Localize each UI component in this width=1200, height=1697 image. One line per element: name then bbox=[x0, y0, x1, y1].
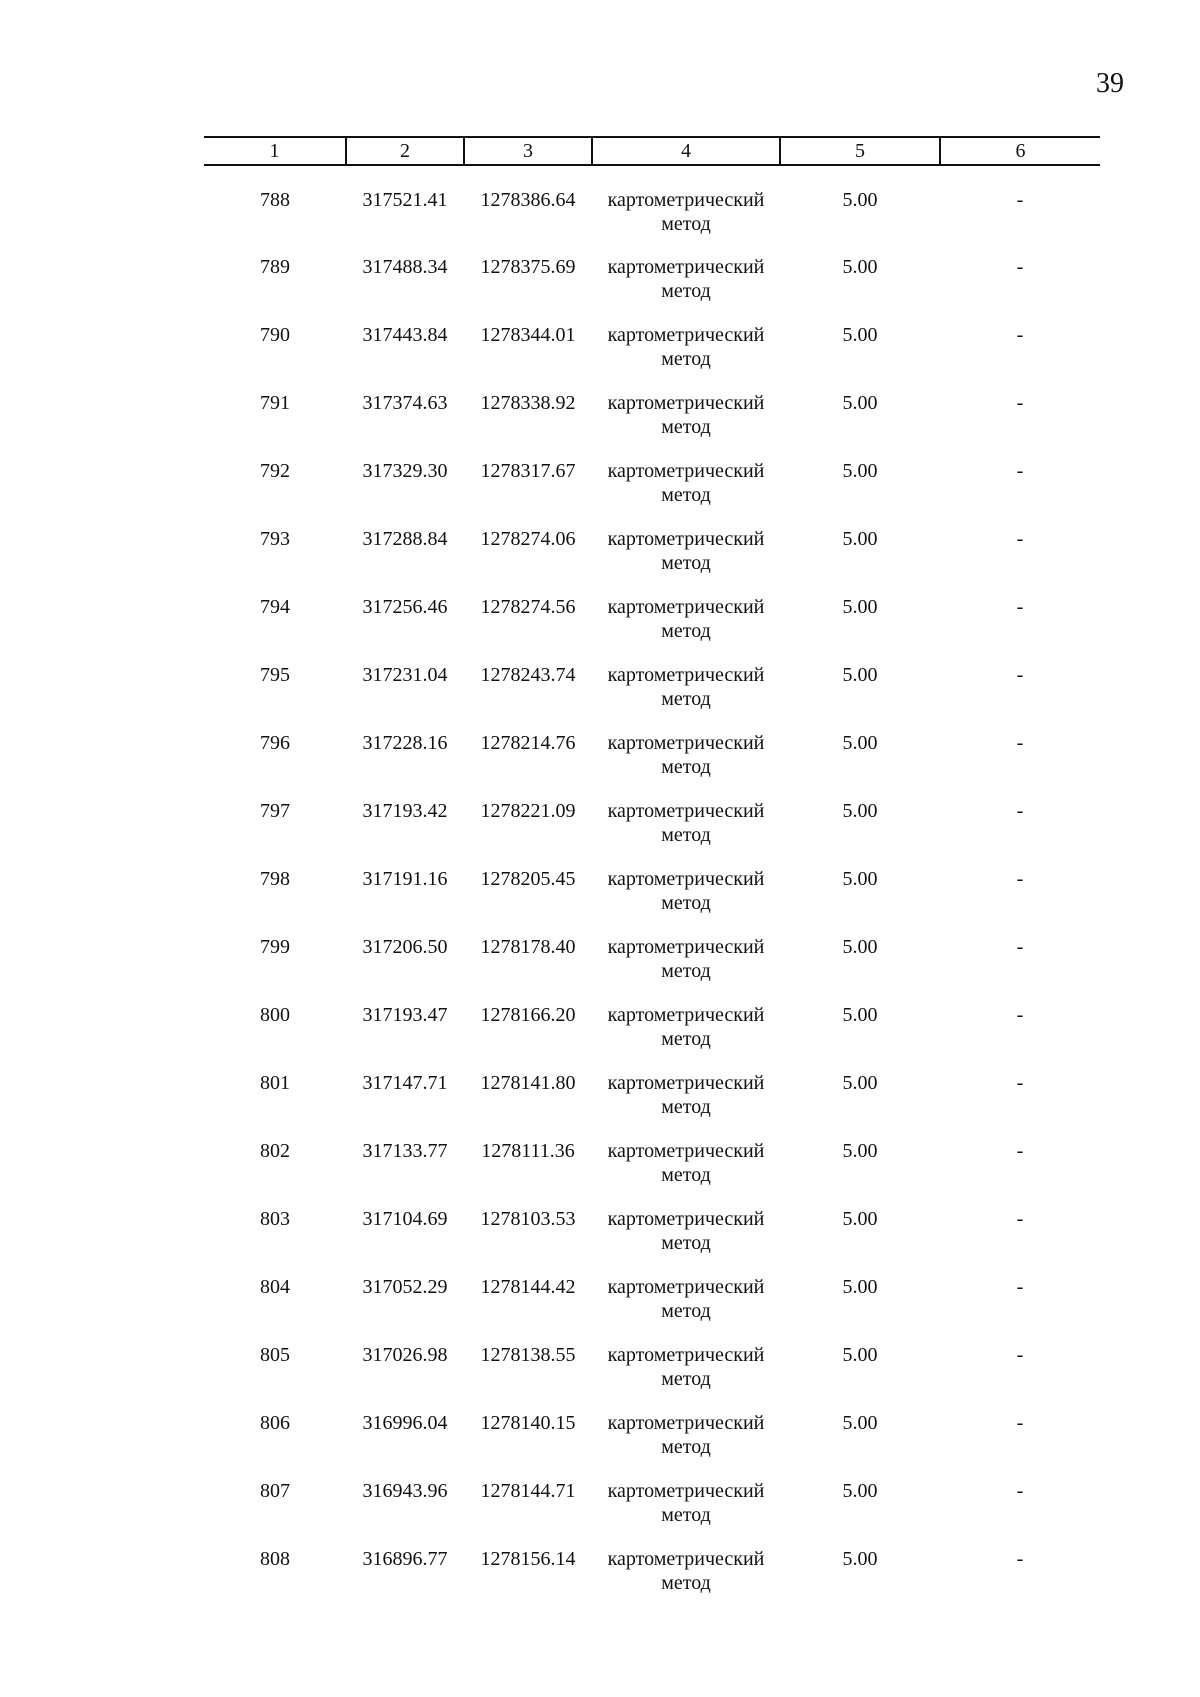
accuracy-cell: 5.00 bbox=[842, 1072, 878, 1094]
table-row bbox=[204, 731, 1100, 799]
header-col-5: 5 bbox=[780, 137, 940, 165]
accuracy-cell: 5.00 bbox=[842, 1004, 878, 1026]
table-row bbox=[204, 1343, 1100, 1411]
point-number-cell: 804 bbox=[260, 1276, 290, 1298]
accuracy-cell: 5.00 bbox=[842, 1548, 878, 1570]
method-cell bbox=[592, 255, 780, 323]
note-cell: - bbox=[1016, 1412, 1024, 1434]
method-line: метод bbox=[661, 348, 711, 370]
method-line: метод bbox=[661, 1164, 711, 1186]
accuracy-cell: 5.00 bbox=[842, 596, 878, 618]
method-line: метод bbox=[661, 960, 711, 982]
accuracy-cell: 5.00 bbox=[842, 732, 878, 754]
y-coordinate-cell: 1278144.42 bbox=[480, 1276, 576, 1298]
table-row bbox=[204, 1547, 1100, 1615]
method-line: метод bbox=[661, 824, 711, 846]
note-cell: - bbox=[1016, 1480, 1024, 1502]
method-cell bbox=[592, 1547, 780, 1615]
y-coordinate-cell: 1278317.67 bbox=[480, 460, 576, 482]
y-coordinate-cell: 1278156.14 bbox=[480, 1548, 576, 1570]
method-line: метод bbox=[661, 416, 711, 438]
method-cell bbox=[592, 799, 780, 867]
method-line: картометрический bbox=[607, 1480, 765, 1502]
method-line: картометрический bbox=[607, 189, 765, 211]
method-cell bbox=[592, 165, 780, 255]
method-line: метод bbox=[661, 1300, 711, 1322]
x-coordinate-cell: 317193.47 bbox=[362, 1004, 448, 1026]
method-line: метод bbox=[661, 1028, 711, 1050]
header-col-2: 2 bbox=[346, 137, 464, 165]
method-line: картометрический bbox=[607, 664, 765, 686]
x-coordinate-cell: 317206.50 bbox=[362, 936, 448, 958]
table-body bbox=[204, 165, 1100, 1615]
y-coordinate-cell: 1278141.80 bbox=[480, 1072, 576, 1094]
method-cell bbox=[592, 1479, 780, 1547]
method-line: картометрический bbox=[607, 1072, 765, 1094]
note-cell: - bbox=[1016, 324, 1024, 346]
accuracy-cell: 5.00 bbox=[842, 664, 878, 686]
method-line: картометрический bbox=[607, 1548, 765, 1570]
x-coordinate-cell: 317104.69 bbox=[362, 1208, 448, 1230]
header-col-1: 1 bbox=[204, 137, 346, 165]
note-cell: - bbox=[1016, 1140, 1024, 1162]
note-cell: - bbox=[1016, 868, 1024, 890]
method-line: метод bbox=[661, 1504, 711, 1526]
method-line: метод bbox=[661, 892, 711, 914]
point-number-cell: 797 bbox=[260, 800, 290, 822]
note-cell: - bbox=[1016, 1072, 1024, 1094]
x-coordinate-cell: 316996.04 bbox=[362, 1412, 448, 1434]
table-row bbox=[204, 1479, 1100, 1547]
y-coordinate-cell: 1278344.01 bbox=[480, 324, 576, 346]
x-coordinate-cell: 316896.77 bbox=[362, 1548, 448, 1570]
table-row bbox=[204, 1275, 1100, 1343]
point-number-cell: 795 bbox=[260, 664, 290, 686]
accuracy-cell: 5.00 bbox=[842, 1480, 878, 1502]
point-number-cell: 808 bbox=[260, 1548, 290, 1570]
point-number-cell: 798 bbox=[260, 868, 290, 890]
method-line: картометрический bbox=[607, 1004, 765, 1026]
y-coordinate-cell: 1278274.56 bbox=[480, 596, 576, 618]
accuracy-cell: 5.00 bbox=[842, 528, 878, 550]
x-coordinate-cell: 317329.30 bbox=[362, 460, 448, 482]
y-coordinate-cell: 1278138.55 bbox=[480, 1344, 576, 1366]
method-line: картометрический bbox=[607, 732, 765, 754]
method-line: картометрический bbox=[607, 528, 765, 550]
method-cell bbox=[592, 459, 780, 527]
method-line: метод bbox=[661, 688, 711, 710]
point-number-cell: 788 bbox=[260, 189, 290, 211]
point-number-cell: 805 bbox=[260, 1344, 290, 1366]
table-row bbox=[204, 595, 1100, 663]
y-coordinate-cell: 1278375.69 bbox=[480, 256, 576, 278]
accuracy-cell: 5.00 bbox=[842, 868, 878, 890]
y-coordinate-cell: 1278144.71 bbox=[480, 1480, 576, 1502]
x-coordinate-cell: 317026.98 bbox=[362, 1344, 448, 1366]
method-line: картометрический bbox=[607, 1412, 765, 1434]
point-number-cell: 800 bbox=[260, 1004, 290, 1026]
point-number-cell: 803 bbox=[260, 1208, 290, 1230]
note-cell: - bbox=[1016, 1548, 1024, 1570]
table-row bbox=[204, 1071, 1100, 1139]
method-cell bbox=[592, 595, 780, 663]
method-cell bbox=[592, 1003, 780, 1071]
table-row bbox=[204, 867, 1100, 935]
method-line: метод bbox=[661, 1368, 711, 1390]
table-row bbox=[204, 1411, 1100, 1479]
y-coordinate-cell: 1278166.20 bbox=[480, 1004, 576, 1026]
method-line: метод bbox=[661, 756, 711, 778]
method-line: картометрический bbox=[607, 256, 765, 278]
method-line: метод bbox=[661, 620, 711, 642]
y-coordinate-cell: 1278221.09 bbox=[480, 800, 576, 822]
method-line: метод bbox=[661, 552, 711, 574]
accuracy-cell: 5.00 bbox=[842, 189, 878, 211]
note-cell: - bbox=[1016, 732, 1024, 754]
y-coordinate-cell: 1278178.40 bbox=[480, 936, 576, 958]
header-row bbox=[204, 137, 1100, 165]
y-coordinate-cell: 1278103.53 bbox=[480, 1208, 576, 1230]
method-line: картометрический bbox=[607, 1344, 765, 1366]
x-coordinate-cell: 317193.42 bbox=[362, 800, 448, 822]
y-coordinate-cell: 1278205.45 bbox=[480, 868, 576, 890]
header-col-4: 4 bbox=[592, 137, 780, 165]
x-coordinate-cell: 317147.71 bbox=[362, 1072, 448, 1094]
y-coordinate-cell: 1278243.74 bbox=[480, 664, 576, 686]
method-line: метод bbox=[661, 1572, 711, 1594]
point-number-cell: 789 bbox=[260, 256, 290, 278]
method-cell bbox=[592, 731, 780, 799]
method-line: картометрический bbox=[607, 936, 765, 958]
method-line: картометрический bbox=[607, 392, 765, 414]
method-cell bbox=[592, 1139, 780, 1207]
note-cell: - bbox=[1016, 596, 1024, 618]
table-row bbox=[204, 1003, 1100, 1071]
method-cell bbox=[592, 867, 780, 935]
accuracy-cell: 5.00 bbox=[842, 1140, 878, 1162]
method-line: метод bbox=[661, 1436, 711, 1458]
accuracy-cell: 5.00 bbox=[842, 392, 878, 414]
accuracy-cell: 5.00 bbox=[842, 1412, 878, 1434]
table-row bbox=[204, 323, 1100, 391]
method-cell bbox=[592, 1343, 780, 1411]
y-coordinate-cell: 1278140.15 bbox=[480, 1412, 576, 1434]
y-coordinate-cell: 1278111.36 bbox=[481, 1140, 575, 1162]
accuracy-cell: 5.00 bbox=[842, 256, 878, 278]
point-number-cell: 791 bbox=[260, 392, 290, 414]
x-coordinate-cell: 317288.84 bbox=[362, 528, 448, 550]
table-row bbox=[204, 663, 1100, 731]
method-cell bbox=[592, 1275, 780, 1343]
note-cell: - bbox=[1016, 1344, 1024, 1366]
x-coordinate-cell: 317228.16 bbox=[362, 732, 448, 754]
method-cell bbox=[592, 323, 780, 391]
table-row bbox=[204, 165, 1100, 255]
method-line: метод bbox=[661, 213, 711, 235]
method-line: картометрический bbox=[607, 868, 765, 890]
accuracy-cell: 5.00 bbox=[842, 460, 878, 482]
note-cell: - bbox=[1016, 936, 1024, 958]
header-col-6: 6 bbox=[940, 137, 1100, 165]
point-number-cell: 807 bbox=[260, 1480, 290, 1502]
table-row bbox=[204, 459, 1100, 527]
coordinates-table bbox=[204, 136, 1100, 1615]
point-number-cell: 796 bbox=[260, 732, 290, 754]
header-col-3: 3 bbox=[464, 137, 592, 165]
x-coordinate-cell: 317052.29 bbox=[362, 1276, 448, 1298]
method-line: картометрический bbox=[607, 800, 765, 822]
x-coordinate-cell: 317133.77 bbox=[362, 1140, 448, 1162]
x-coordinate-cell: 317256.46 bbox=[362, 596, 448, 618]
table-row bbox=[204, 527, 1100, 595]
method-line: картометрический bbox=[607, 1140, 765, 1162]
method-line: метод bbox=[661, 484, 711, 506]
accuracy-cell: 5.00 bbox=[842, 324, 878, 346]
method-line: картометрический bbox=[607, 324, 765, 346]
method-line: картометрический bbox=[607, 1208, 765, 1230]
point-number-cell: 792 bbox=[260, 460, 290, 482]
table-row bbox=[204, 1139, 1100, 1207]
page-number: 39 bbox=[1096, 68, 1124, 99]
accuracy-cell: 5.00 bbox=[842, 1344, 878, 1366]
note-cell: - bbox=[1016, 392, 1024, 414]
point-number-cell: 794 bbox=[260, 596, 290, 618]
note-cell: - bbox=[1016, 664, 1024, 686]
method-line: картометрический bbox=[607, 1276, 765, 1298]
note-cell: - bbox=[1016, 256, 1024, 278]
point-number-cell: 793 bbox=[260, 528, 290, 550]
method-line: метод bbox=[661, 1232, 711, 1254]
table-row bbox=[204, 391, 1100, 459]
x-coordinate-cell: 317231.04 bbox=[362, 664, 448, 686]
table-header bbox=[204, 137, 1100, 165]
note-cell: - bbox=[1016, 528, 1024, 550]
method-cell bbox=[592, 391, 780, 459]
method-line: картометрический bbox=[607, 596, 765, 618]
note-cell: - bbox=[1016, 189, 1024, 211]
method-line: метод bbox=[661, 280, 711, 302]
method-line: метод bbox=[661, 1096, 711, 1118]
table-row bbox=[204, 1207, 1100, 1275]
note-cell: - bbox=[1016, 1276, 1024, 1298]
x-coordinate-cell: 317191.16 bbox=[362, 868, 448, 890]
point-number-cell: 806 bbox=[260, 1412, 290, 1434]
note-cell: - bbox=[1016, 1208, 1024, 1230]
method-cell bbox=[592, 1207, 780, 1275]
accuracy-cell: 5.00 bbox=[842, 1276, 878, 1298]
note-cell: - bbox=[1016, 800, 1024, 822]
x-coordinate-cell: 317374.63 bbox=[362, 392, 448, 414]
y-coordinate-cell: 1278214.76 bbox=[480, 732, 576, 754]
method-line: картометрический bbox=[607, 460, 765, 482]
note-cell: - bbox=[1016, 460, 1024, 482]
method-cell bbox=[592, 1411, 780, 1479]
accuracy-cell: 5.00 bbox=[842, 936, 878, 958]
table-row bbox=[204, 935, 1100, 1003]
x-coordinate-cell: 317488.34 bbox=[362, 256, 448, 278]
accuracy-cell: 5.00 bbox=[842, 800, 878, 822]
table-row bbox=[204, 255, 1100, 323]
note-cell: - bbox=[1016, 1004, 1024, 1026]
coordinates-table-container bbox=[204, 136, 1100, 1615]
point-number-cell: 802 bbox=[260, 1140, 290, 1162]
point-number-cell: 790 bbox=[260, 324, 290, 346]
method-cell bbox=[592, 1071, 780, 1139]
method-cell bbox=[592, 527, 780, 595]
point-number-cell: 799 bbox=[260, 936, 290, 958]
y-coordinate-cell: 1278274.06 bbox=[480, 528, 576, 550]
method-cell bbox=[592, 935, 780, 1003]
x-coordinate-cell: 317521.41 bbox=[362, 189, 448, 211]
point-number-cell: 801 bbox=[260, 1072, 290, 1094]
table-row bbox=[204, 799, 1100, 867]
x-coordinate-cell: 317443.84 bbox=[362, 324, 448, 346]
x-coordinate-cell: 316943.96 bbox=[362, 1480, 448, 1502]
y-coordinate-cell: 1278338.92 bbox=[480, 392, 576, 414]
method-cell bbox=[592, 663, 780, 731]
accuracy-cell: 5.00 bbox=[842, 1208, 878, 1230]
y-coordinate-cell: 1278386.64 bbox=[480, 189, 576, 211]
